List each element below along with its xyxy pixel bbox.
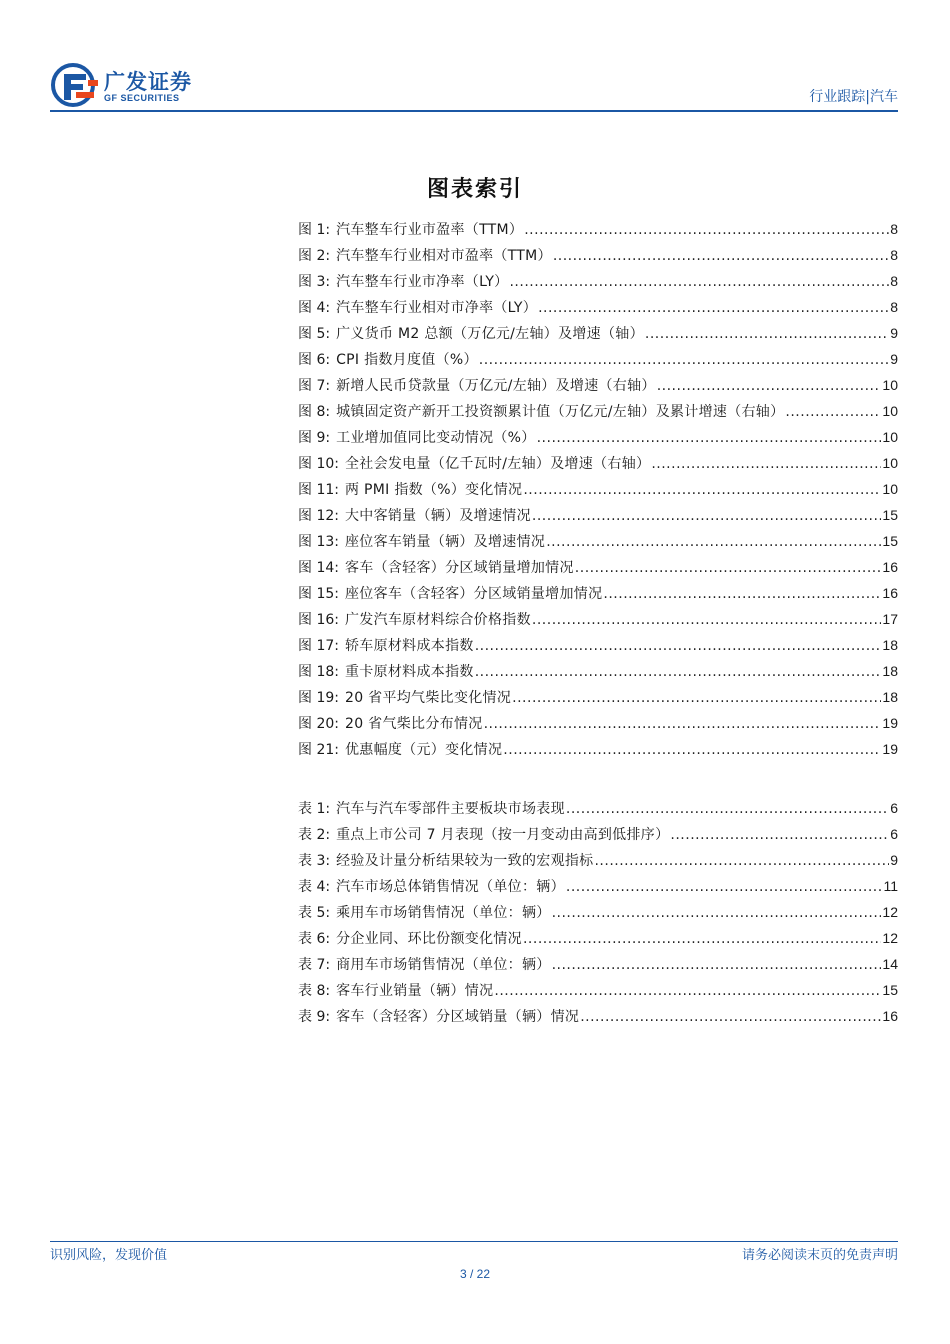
table-index-item-page: 12 <box>882 904 898 920</box>
table-index-item-number: 表 2: <box>298 827 331 843</box>
figure-index-item-leader <box>651 451 881 477</box>
figure-index-item-page: 8 <box>890 221 898 237</box>
table-index-item-title: 分企业同、环比份额变化情况 <box>336 931 522 947</box>
table-index-item-leader <box>494 978 881 1004</box>
figure-index-item-title: 座位客车（含轻客）分区域销量增加情况 <box>344 586 603 602</box>
table-index-item[interactable] <box>298 925 898 951</box>
figure-index-item-leader <box>484 711 882 737</box>
figure-index-item[interactable] <box>298 268 898 294</box>
figure-index-item-page: 10 <box>882 481 898 497</box>
table-index-list <box>298 795 898 1029</box>
figure-index-item-title: 汽车整车行业相对市盈率（TTM） <box>336 248 552 264</box>
figure-index-item[interactable] <box>298 320 898 346</box>
figure-index-item-page: 8 <box>890 299 898 315</box>
figure-index-item-number: 图 15: <box>298 586 339 602</box>
figure-index-item-number: 图 16: <box>298 612 339 628</box>
figure-index-item-page: 15 <box>882 533 898 549</box>
figure-index-item[interactable] <box>298 450 898 476</box>
logo-text-cn: 广发证券 <box>104 70 192 94</box>
figure-index-item-number: 图 13: <box>298 534 339 550</box>
figure-index-item-page: 8 <box>890 273 898 289</box>
figure-index-item-page: 9 <box>890 351 898 367</box>
figure-index-item-title: 全社会发电量（亿千瓦时/左轴）及增速（右轴） <box>344 456 651 472</box>
figure-index-item-page: 15 <box>882 507 898 523</box>
figure-index-item-title: 轿车原材料成本指数 <box>344 638 474 654</box>
figure-index-item-page: 18 <box>882 637 898 653</box>
table-index-item-page: 9 <box>890 852 898 868</box>
table-index-item-leader <box>670 822 889 848</box>
figure-index-item-number: 图 7: <box>298 378 331 394</box>
table-index-item-title: 汽车与汽车零部件主要板块市场表现 <box>336 801 565 817</box>
figure-index-item-leader <box>538 295 889 321</box>
figure-index-item-page: 19 <box>882 715 898 731</box>
figure-index-item[interactable] <box>298 528 898 554</box>
figure-index-item[interactable] <box>298 710 898 736</box>
figure-index-item[interactable] <box>298 216 898 242</box>
table-index-item[interactable] <box>298 899 898 925</box>
figure-index-item-page: 18 <box>882 689 898 705</box>
figure-index-item-leader <box>537 425 882 451</box>
table-index-item-page: 12 <box>882 930 898 946</box>
figure-index-item-title: 城镇固定资产新开工投资额累计值（万亿元/左轴）及累计增速（右轴） <box>336 404 785 420</box>
table-index-item[interactable] <box>298 873 898 899</box>
figure-index-item-number: 图 14: <box>298 560 339 576</box>
table-index-item-leader <box>523 926 881 952</box>
table-index-item-number: 表 5: <box>298 905 331 921</box>
table-index-item-number: 表 3: <box>298 853 331 869</box>
figure-index-item-number: 图 17: <box>298 638 339 654</box>
section-label: 行业跟踪|汽车 <box>809 89 898 105</box>
table-index-item-title: 客车行业销量（辆）情况 <box>336 983 494 999</box>
figure-index-item-number: 图 8: <box>298 404 331 420</box>
figure-index-item-number: 图 12: <box>298 508 339 524</box>
figure-index-item-title: 汽车整车行业市净率（LY） <box>336 274 509 290</box>
figure-index-item[interactable] <box>298 658 898 684</box>
figure-index-item-leader <box>603 581 881 607</box>
figure-index-item-page: 10 <box>882 377 898 393</box>
table-index-item-title: 重点上市公司 7 月表现（按一月变动由高到低排序） <box>336 827 670 843</box>
gf-logo <box>50 62 210 112</box>
table-index-item-title: 乘用车市场销售情况（单位：辆） <box>336 905 551 921</box>
table-index-item-page: 15 <box>882 982 898 998</box>
figure-index-item-title: 客车（含轻客）分区域销量增加情况 <box>344 560 574 576</box>
figure-index-item-page: 9 <box>890 325 898 341</box>
table-index-item-page: 6 <box>890 800 898 816</box>
figure-index-item[interactable] <box>298 632 898 658</box>
figure-index-item-title: 20 省平均气柴比变化情况 <box>344 690 512 706</box>
figure-index-item-title: 广义货币 M2 总额（万亿元/左轴）及增速（轴） <box>336 326 644 342</box>
figure-index-item-leader <box>475 659 882 685</box>
page-number: 3 / 22 <box>459 1267 491 1281</box>
figure-index-item[interactable] <box>298 294 898 320</box>
page-title: 图表索引 <box>426 177 523 202</box>
figure-index-item[interactable] <box>298 684 898 710</box>
figure-index-item-number: 图 4: <box>298 300 331 316</box>
figure-index-item-number: 图 2: <box>298 248 331 264</box>
figure-index-item-number: 图 11: <box>298 482 339 498</box>
figure-index-item-leader <box>553 243 889 269</box>
figure-index-item-title: 重卡原材料成本指数 <box>344 664 474 680</box>
figure-index-item-page: 16 <box>882 585 898 601</box>
table-index-item-leader <box>566 874 883 900</box>
figure-index-item[interactable] <box>298 606 898 632</box>
table-index-item-leader <box>580 1004 881 1030</box>
figure-index-item-number: 图 21: <box>298 742 339 758</box>
footer-disclaimer: 请务必阅读末页的免责声明 <box>741 1248 898 1263</box>
figure-index-item[interactable] <box>298 372 898 398</box>
table-index-item-title: 客车（含轻客）分区域销量（辆）情况 <box>336 1009 580 1025</box>
figure-index-item-leader <box>503 737 881 763</box>
page-header <box>50 62 898 112</box>
figure-index-item[interactable] <box>298 502 898 528</box>
figure-index-item-leader <box>645 321 889 347</box>
figure-index-item-leader <box>512 685 881 711</box>
figure-index-item-leader <box>509 269 889 295</box>
table-index-item-leader <box>594 848 889 874</box>
figure-index-item-number: 图 19: <box>298 690 339 706</box>
table-index-item-number: 表 4: <box>298 879 331 895</box>
table-index-item-title: 汽车市场总体销售情况（单位：辆） <box>336 879 565 895</box>
figure-index-item-page: 10 <box>882 403 898 419</box>
table-index-item-title: 商用车市场销售情况（单位：辆） <box>336 957 551 973</box>
table-index-item-page: 16 <box>882 1008 898 1024</box>
table-index-item-leader <box>552 900 882 926</box>
table-index-item[interactable] <box>298 847 898 873</box>
figure-index-item-page: 16 <box>882 559 898 575</box>
figure-index-item-title: 汽车整车行业相对市净率（LY） <box>336 300 538 316</box>
figure-index-item-title: 工业增加值同比变动情况（%） <box>336 430 536 446</box>
figure-index-item-title: 20 省气柴比分布情况 <box>344 716 483 732</box>
figure-index-item-page: 8 <box>890 247 898 263</box>
figure-index-item-leader <box>479 347 889 373</box>
logo-text-en: GF SECURITIES <box>104 93 180 103</box>
figure-index-item[interactable] <box>298 424 898 450</box>
figure-index-item[interactable] <box>298 736 898 762</box>
figure-index-item-page: 10 <box>882 455 898 471</box>
figure-index-item-number: 图 9: <box>298 430 331 446</box>
table-index-item-leader <box>566 796 889 822</box>
figure-index-item[interactable] <box>298 346 898 372</box>
figure-index-item-leader <box>532 503 882 529</box>
table-index-item-page: 14 <box>882 956 898 972</box>
figure-index-item-title: 优惠幅度（元）变化情况 <box>344 742 503 758</box>
figure-index-item-number: 图 10: <box>298 456 339 472</box>
figure-index-item-title: 广发汽车原材料综合价格指数 <box>344 612 531 628</box>
figure-index-item[interactable] <box>298 476 898 502</box>
table-index-item-number: 表 9: <box>298 1009 331 1025</box>
table-index-item-page: 11 <box>883 878 898 894</box>
table-index-item[interactable] <box>298 795 898 821</box>
figure-index-item-leader <box>532 607 882 633</box>
figure-index-item-number: 图 18: <box>298 664 339 680</box>
figure-index-item-leader <box>523 477 881 503</box>
table-index-item[interactable] <box>298 821 898 847</box>
figure-index-item[interactable] <box>298 398 898 424</box>
table-index-item[interactable] <box>298 1003 898 1029</box>
figure-index-item-leader <box>657 373 882 399</box>
figure-index-item-title: 大中客销量（辆）及增速情况 <box>344 508 531 524</box>
footer-divider <box>50 1241 898 1242</box>
figure-index-item-leader <box>785 399 881 425</box>
figure-index-item-title: 新增人民币贷款量（万亿元/左轴）及增速（右轴） <box>336 378 656 394</box>
figure-index-list <box>298 216 898 762</box>
figure-index-item-number: 图 20: <box>298 716 339 732</box>
figure-index-item-number: 图 5: <box>298 326 331 342</box>
figure-index-item-leader <box>475 633 882 659</box>
figure-index-item[interactable] <box>298 554 898 580</box>
figure-index-item-leader <box>546 529 881 555</box>
figure-index-item-leader <box>575 555 882 581</box>
table-index-item-leader <box>552 952 882 978</box>
figure-index-item[interactable] <box>298 242 898 268</box>
figure-index-item-page: 18 <box>882 663 898 679</box>
figure-index-item-title: 汽车整车行业市盈率（TTM） <box>336 222 524 238</box>
figure-index-item-page: 17 <box>882 611 898 627</box>
table-index-item-number: 表 7: <box>298 957 331 973</box>
table-index-item[interactable] <box>298 977 898 1003</box>
figure-index-item-number: 图 6: <box>298 352 331 368</box>
header-divider <box>50 110 898 112</box>
table-index-item-page: 6 <box>890 826 898 842</box>
figure-index-item-title: CPI 指数月度值（%） <box>336 352 478 368</box>
figure-index-item-title: 两 PMI 指数（%）变化情况 <box>344 482 523 498</box>
figure-index-item-number: 图 1: <box>298 222 331 238</box>
table-index-item[interactable] <box>298 951 898 977</box>
gf-logo-icon <box>50 62 102 108</box>
figure-index-item[interactable] <box>298 580 898 606</box>
figure-index-item-page: 19 <box>882 741 898 757</box>
table-index-item-title: 经验及计量分析结果较为一致的宏观指标 <box>336 853 594 869</box>
figure-index-item-number: 图 3: <box>298 274 331 290</box>
table-index-item-number: 表 8: <box>298 983 331 999</box>
table-index-item-number: 表 1: <box>298 801 331 817</box>
table-index-item-number: 表 6: <box>298 931 331 947</box>
figure-index-item-title: 座位客车销量（辆）及增速情况 <box>344 534 546 550</box>
figure-index-item-page: 10 <box>882 429 898 445</box>
figure-index-item-leader <box>524 217 889 243</box>
footer-slogan: 识别风险，发现价值 <box>50 1248 168 1263</box>
